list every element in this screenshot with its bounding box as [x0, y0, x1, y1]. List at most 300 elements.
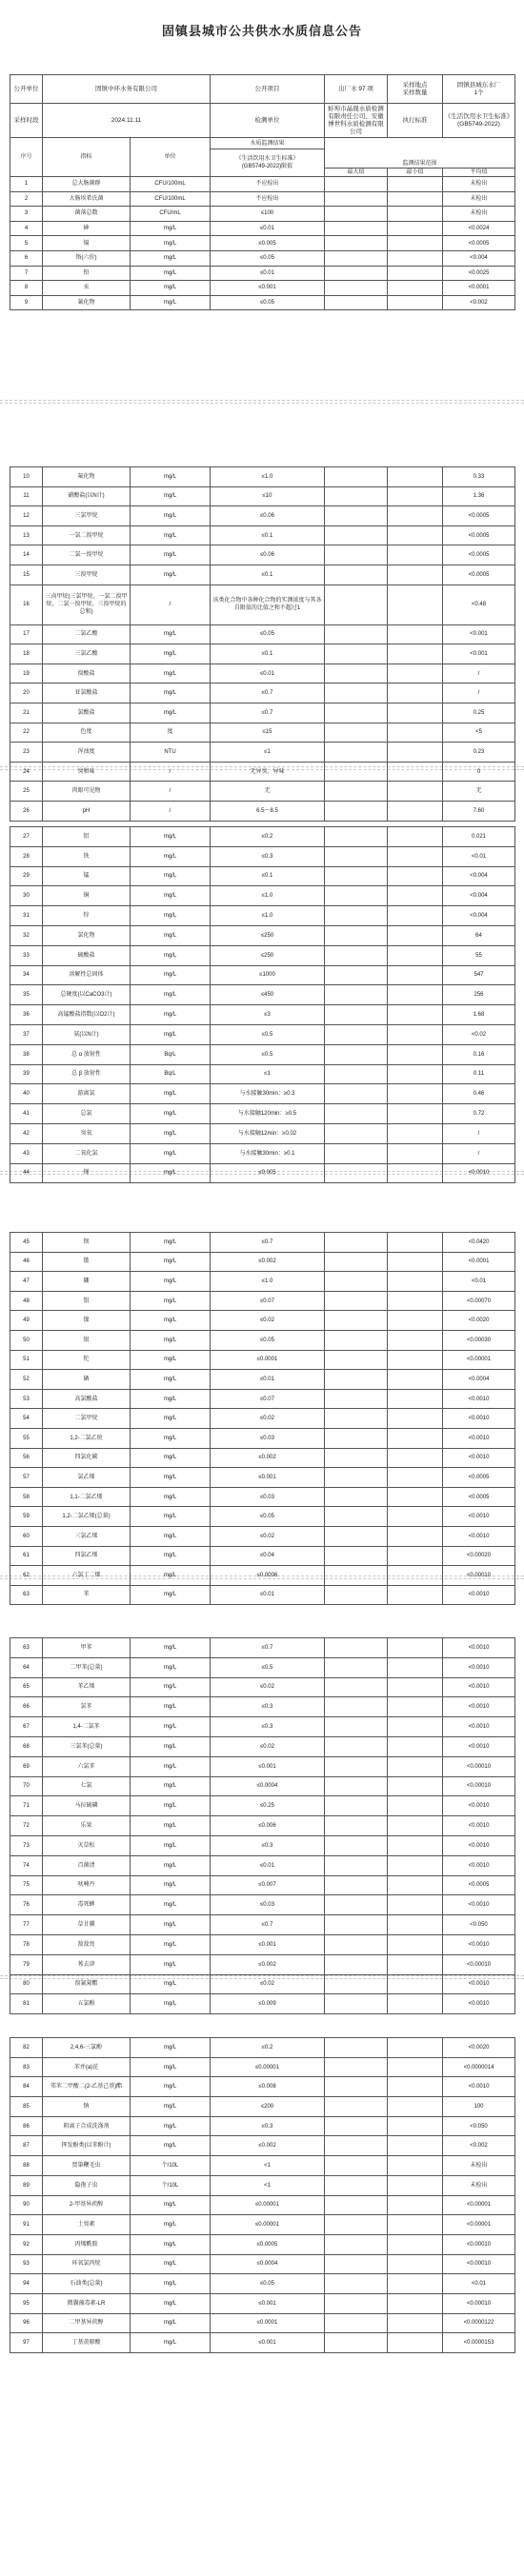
- row-index: 73: [10, 1835, 43, 1855]
- row-index: 23: [10, 743, 43, 763]
- indicator-name: 毒死蜱: [43, 1895, 131, 1915]
- indicator-name: 1,1-二氯乙烯: [43, 1487, 131, 1507]
- table-row: [10, 827, 515, 847]
- indicator-name: 苯: [43, 1585, 131, 1605]
- row-index: 62: [10, 1566, 43, 1586]
- row-index: 40: [10, 1084, 43, 1104]
- table-row: [10, 762, 515, 782]
- average-value: <0.0010: [443, 1389, 515, 1409]
- unit: mg/L: [131, 866, 211, 886]
- unit: mg/L: [131, 250, 211, 266]
- header-row: [10, 138, 515, 149]
- limit-value: 无: [211, 782, 325, 802]
- min-value: [388, 1974, 443, 1994]
- min-value: [388, 684, 443, 703]
- max-value: [325, 486, 388, 506]
- unit: CFU/mL: [131, 207, 211, 222]
- indicator-name: 二氧化氯: [43, 1143, 131, 1163]
- unit: mg/L: [131, 684, 211, 703]
- min-value: [388, 207, 443, 222]
- average-value: <5: [443, 723, 515, 743]
- limit-value: ≤0.7: [211, 1915, 325, 1935]
- min-value: [388, 266, 443, 281]
- indicator-name: 色度: [43, 723, 131, 743]
- table-row: [10, 177, 515, 192]
- indicator-name: 石油类(总量): [43, 2274, 131, 2294]
- limit-value: 不应检出: [211, 191, 325, 207]
- indicator-name: 氰化物: [43, 295, 131, 310]
- max-value: [325, 506, 388, 526]
- row-index: 92: [10, 2234, 43, 2254]
- row-index: 42: [10, 1123, 43, 1143]
- average-value: <0.00001: [443, 2215, 515, 2235]
- average-value: 0.021: [443, 827, 515, 847]
- max-value: [325, 846, 388, 866]
- row-index: 63: [10, 1585, 43, 1605]
- min-value: [388, 1756, 443, 1776]
- indicator-name: 莠去津: [43, 1954, 131, 1974]
- unit: Bq/L: [131, 1044, 211, 1064]
- average-value: <0.0010: [443, 1717, 515, 1737]
- average-value: <0.004: [443, 886, 515, 906]
- row-index: 80: [10, 1974, 43, 1994]
- row-index: 70: [10, 1776, 43, 1796]
- unit: mg/L: [131, 486, 211, 506]
- table-row: [10, 644, 515, 664]
- average-value: <0.0001: [443, 1252, 515, 1272]
- average-value: <0.002: [443, 295, 515, 310]
- indicator-name: 镉: [43, 236, 131, 251]
- row-index: 7: [10, 266, 43, 281]
- unit: mg/L: [131, 1123, 211, 1143]
- unit: 度: [131, 723, 211, 743]
- table-row: [10, 295, 515, 310]
- min-value: [388, 2038, 443, 2058]
- info-value: 2024.11.11: [43, 104, 211, 138]
- max-value: [325, 1835, 388, 1855]
- header-cell: 指标: [43, 138, 131, 177]
- table-row: [10, 1994, 515, 2014]
- limit-value: ≤0.5: [211, 1024, 325, 1044]
- indicator-name: 浑浊度: [43, 743, 131, 763]
- limit-value: ≤0.7: [211, 684, 325, 703]
- unit: mg/L: [131, 467, 211, 487]
- max-value: [325, 906, 388, 926]
- table-row: [10, 2116, 515, 2136]
- table-row: [10, 1954, 515, 1974]
- average-value: <0.0020: [443, 1311, 515, 1331]
- row-index: 26: [10, 801, 43, 821]
- unit: mg/L: [131, 295, 211, 310]
- max-value: [325, 743, 388, 763]
- max-value: [325, 1638, 388, 1658]
- max-value: [325, 1736, 388, 1756]
- table-row: [10, 1330, 515, 1350]
- indicator-name: 呋喃丹: [43, 1875, 131, 1895]
- row-index: 60: [10, 1526, 43, 1546]
- indicator-name: 二氯一溴甲烷: [43, 545, 131, 565]
- max-value: [325, 1875, 388, 1895]
- indicator-name: 三卤甲烷(三氯甲烷、一氯二溴甲烷、二氯一溴甲烷、三溴甲烷的总和): [43, 585, 131, 624]
- indicator-name: 二甲苯(总量): [43, 1657, 131, 1677]
- unit: mg/L: [131, 1291, 211, 1311]
- average-value: <0.0005: [443, 545, 515, 565]
- info-label: 执行标准: [388, 104, 443, 138]
- row-index: 56: [10, 1448, 43, 1468]
- average-value: <0.0000153: [443, 2333, 515, 2353]
- max-value: [325, 1123, 388, 1143]
- table-row: [10, 2175, 515, 2195]
- indicator-name: 贾第鞭毛虫: [43, 2156, 131, 2176]
- indicator-name: 苯并(a)芘: [43, 2057, 131, 2077]
- row-index: 12: [10, 506, 43, 526]
- table-row: [10, 866, 515, 886]
- unit: mg/L: [131, 1084, 211, 1104]
- indicator-name: 环氧氯丙烷: [43, 2254, 131, 2274]
- row-index: 87: [10, 2136, 43, 2156]
- row-index: 14: [10, 545, 43, 565]
- unit: mg/L: [131, 2215, 211, 2235]
- row-index: 84: [10, 2077, 43, 2097]
- row-index: 39: [10, 1064, 43, 1084]
- row-index: 58: [10, 1487, 43, 1507]
- unit: mg/L: [131, 664, 211, 684]
- min-value: [388, 1487, 443, 1507]
- table-row: [10, 1024, 515, 1044]
- header-cell: 最小值: [388, 168, 443, 177]
- min-value: [388, 1566, 443, 1586]
- min-value: [388, 782, 443, 802]
- table-row: [10, 1585, 515, 1605]
- unit: mg/L: [131, 266, 211, 281]
- min-value: [388, 1084, 443, 1104]
- table-row: [10, 1005, 515, 1025]
- row-index: 13: [10, 525, 43, 545]
- row-index: 11: [10, 486, 43, 506]
- average-value: <0.01: [443, 2274, 515, 2294]
- table-row: [10, 1638, 515, 1658]
- row-index: 68: [10, 1736, 43, 1756]
- min-value: [388, 1311, 443, 1331]
- max-value: [325, 1816, 388, 1836]
- indicator-name: 土臭素: [43, 2215, 131, 2235]
- average-value: <0.0005: [443, 525, 515, 545]
- max-value: [325, 1934, 388, 1954]
- unit: mg/L: [131, 2195, 211, 2215]
- limit-value: ≤0.00001: [211, 2215, 325, 2235]
- row-index: 41: [10, 1104, 43, 1124]
- indicator-name: 铁: [43, 846, 131, 866]
- unit: mg/L: [131, 236, 211, 251]
- average-value: <0.0010: [443, 1835, 515, 1855]
- unit: mg/L: [131, 945, 211, 965]
- indicator-name: 铜: [43, 886, 131, 906]
- min-value: [388, 191, 443, 207]
- min-value: [388, 1252, 443, 1272]
- indicator-name: 三氯甲烷: [43, 506, 131, 526]
- table-row: [10, 1697, 515, 1717]
- table-row: [10, 985, 515, 1005]
- row-index: 95: [10, 2293, 43, 2313]
- min-value: [388, 945, 443, 965]
- max-value: [325, 467, 388, 487]
- max-value: [325, 1697, 388, 1717]
- max-value: [325, 2333, 388, 2353]
- average-value: 未检出: [443, 191, 515, 207]
- max-value: [325, 1717, 388, 1737]
- table-row: [10, 2195, 515, 2215]
- max-value: [325, 1428, 388, 1448]
- average-value: 未检出: [443, 207, 515, 222]
- table-row: [10, 191, 515, 207]
- page-separator: [0, 400, 524, 404]
- row-index: 67: [10, 1717, 43, 1737]
- limit-value: ≤0.002: [211, 2136, 325, 2156]
- average-value: <0.0010: [443, 1428, 515, 1448]
- indicator-name: 溴酸盐: [43, 664, 131, 684]
- average-value: <0.0010: [443, 1163, 515, 1183]
- limit-value: ≤0.06: [211, 506, 325, 526]
- max-value: [325, 2254, 388, 2274]
- average-value: 7.60: [443, 801, 515, 821]
- average-value: <0.0000122: [443, 2313, 515, 2333]
- min-value: [388, 585, 443, 624]
- average-value: <0.0005: [443, 1468, 515, 1488]
- table-row: [10, 965, 515, 985]
- row-index: 38: [10, 1044, 43, 1064]
- indicator-name: 硒: [43, 1370, 131, 1390]
- indicator-name: 肉眼可见物: [43, 782, 131, 802]
- max-value: [325, 1677, 388, 1697]
- max-value: [325, 1024, 388, 1044]
- indicator-name: 敌敌畏: [43, 1934, 131, 1954]
- info-value: 蚌埠市晶晟水质检测有限责任公司、安徽博世科水质检测有限公司: [325, 104, 388, 138]
- unit: mg/L: [131, 1717, 211, 1737]
- limit-value: ≤0.7: [211, 703, 325, 723]
- table-row: [10, 1507, 515, 1527]
- unit: mg/L: [131, 2274, 211, 2294]
- average-value: 0.23: [443, 743, 515, 763]
- max-value: [325, 177, 388, 192]
- limit-value: ≤0.01: [211, 1855, 325, 1875]
- row-index: 30: [10, 886, 43, 906]
- row-index: 19: [10, 664, 43, 684]
- max-value: [325, 565, 388, 585]
- unit: mg/L: [131, 221, 211, 236]
- table-row: [10, 266, 515, 281]
- table-row: [10, 1291, 515, 1311]
- limit-value: ≤0.04: [211, 1546, 325, 1566]
- max-value: [325, 1546, 388, 1566]
- table-row: [10, 801, 515, 821]
- unit: mg/L: [131, 1855, 211, 1875]
- row-index: 94: [10, 2274, 43, 2294]
- indicator-name: pH: [43, 801, 131, 821]
- max-value: [325, 2195, 388, 2215]
- limit-value: ≤0.001: [211, 2333, 325, 2353]
- indicator-name: 氟化物: [43, 467, 131, 487]
- row-index: 32: [10, 925, 43, 945]
- table-row: [10, 1835, 515, 1855]
- table-row: [10, 207, 515, 222]
- info-label: 公开单位: [10, 75, 43, 104]
- max-value: [325, 866, 388, 886]
- min-value: [388, 295, 443, 310]
- max-value: [325, 1776, 388, 1796]
- limit-value: ≤0.009: [211, 1994, 325, 2014]
- max-value: [325, 886, 388, 906]
- average-value: <0.0004: [443, 1370, 515, 1390]
- unit: mg/L: [131, 1816, 211, 1836]
- limit-value: ≤0.001: [211, 1756, 325, 1776]
- min-value: [388, 1448, 443, 1468]
- min-value: [388, 886, 443, 906]
- table-row: [10, 1044, 515, 1064]
- min-value: [388, 1816, 443, 1836]
- max-value: [325, 945, 388, 965]
- limit-value: ≤0.1: [211, 866, 325, 886]
- unit: mg/L: [131, 2313, 211, 2333]
- table-row: [10, 624, 515, 644]
- min-value: [388, 644, 443, 664]
- indicator-name: 丙烯酰胺: [43, 2234, 131, 2254]
- min-value: [388, 2097, 443, 2117]
- min-value: [388, 2293, 443, 2313]
- average-value: <0.00010: [443, 2254, 515, 2274]
- limit-value: ≤0.05: [211, 250, 325, 266]
- row-index: 75: [10, 1875, 43, 1895]
- table-row: [10, 1064, 515, 1084]
- table-row: [10, 2274, 515, 2294]
- unit: 个/10L: [131, 2175, 211, 2195]
- unit: mg/L: [131, 2333, 211, 2353]
- unit: mg/L: [131, 925, 211, 945]
- min-value: [388, 866, 443, 886]
- indicator-name: 氯乙烯: [43, 1468, 131, 1488]
- limit-value: ≤0.02: [211, 1526, 325, 1546]
- indicator-name: 高锰酸盐指数(以O2计): [43, 1005, 131, 1025]
- limit-value: 与水接触30min：≥0.3: [211, 1084, 325, 1104]
- limit-value: ≤0.3: [211, 846, 325, 866]
- indicator-name: 菌落总数: [43, 207, 131, 222]
- unit: /: [131, 801, 211, 821]
- unit: mg/L: [131, 2254, 211, 2274]
- unit: mg/L: [131, 1526, 211, 1546]
- limit-value: ≤1.0: [211, 1272, 325, 1292]
- indicator-name: 三氯乙烯: [43, 1526, 131, 1546]
- indicator-name: 三溴甲烷: [43, 565, 131, 585]
- limit-value: <1: [211, 2175, 325, 2195]
- limit-value: ≤0.002: [211, 1448, 325, 1468]
- row-index: 20: [10, 684, 43, 703]
- limit-value: ≤0.001: [211, 2293, 325, 2313]
- table-row: [10, 1448, 515, 1468]
- limit-value: ≤0.0004: [211, 1776, 325, 1796]
- info-label: 采样时段: [10, 104, 43, 138]
- table-row: [10, 1934, 515, 1954]
- unit: mg/L: [131, 1024, 211, 1044]
- average-value: <0.001: [443, 624, 515, 644]
- indicator-name: 邻苯二甲酸二(2-乙基己基)酯: [43, 2077, 131, 2097]
- average-value: <0.00010: [443, 1776, 515, 1796]
- min-value: [388, 1585, 443, 1605]
- row-index: 82: [10, 2038, 43, 2058]
- quality-table: [10, 1232, 515, 1605]
- table-row: [10, 2077, 515, 2097]
- max-value: [325, 1974, 388, 1994]
- limit-value: ≤0.05: [211, 1330, 325, 1350]
- table-row: [10, 2156, 515, 2176]
- row-index: 50: [10, 1330, 43, 1350]
- limit-value: ≤1000: [211, 965, 325, 985]
- row-index: 36: [10, 1005, 43, 1025]
- min-value: [388, 1428, 443, 1448]
- indicator-name: 四氯化碳: [43, 1448, 131, 1468]
- table-row: [10, 1915, 515, 1935]
- unit: mg/L: [131, 1370, 211, 1390]
- row-index: 29: [10, 866, 43, 886]
- indicator-name: 溶解性总固体: [43, 965, 131, 985]
- row-index: 51: [10, 1350, 43, 1370]
- header-cell: 《生活饮用水卫生标准》 (GB5749-2022)限值: [211, 149, 325, 177]
- table-row: [10, 281, 515, 296]
- row-index: 5: [10, 236, 43, 251]
- table-row: [10, 1657, 515, 1677]
- row-index: 10: [10, 467, 43, 487]
- min-value: [388, 250, 443, 266]
- limit-value: ≤250: [211, 925, 325, 945]
- limit-value: ≤0.05: [211, 295, 325, 310]
- row-index: 18: [10, 644, 43, 664]
- max-value: [325, 1585, 388, 1605]
- max-value: [325, 1895, 388, 1915]
- min-value: [388, 1044, 443, 1064]
- average-value: 256: [443, 985, 515, 1005]
- max-value: [325, 1756, 388, 1776]
- limit-value: ≤1.0: [211, 467, 325, 487]
- limit-value: ≤0.3: [211, 1835, 325, 1855]
- limit-value: ≤0.01: [211, 266, 325, 281]
- max-value: [325, 1448, 388, 1468]
- indicator-name: 钠: [43, 2097, 131, 2117]
- min-value: [388, 1657, 443, 1677]
- indicator-name: 大肠埃希氏菌: [43, 191, 131, 207]
- header-cell: 单位: [131, 138, 211, 177]
- average-value: <0.00030: [443, 1330, 515, 1350]
- unit: mg/L: [131, 1272, 211, 1292]
- average-value: <0.0010: [443, 1934, 515, 1954]
- unit: mg/L: [131, 2234, 211, 2254]
- min-value: [388, 624, 443, 644]
- min-value: [388, 1409, 443, 1429]
- limit-value: ≤0.5: [211, 1044, 325, 1064]
- indicator-name: 铅: [43, 266, 131, 281]
- limit-value: ≤0.005: [211, 1163, 325, 1183]
- average-value: 1.36: [443, 486, 515, 506]
- indicator-name: 阴离子合成洗涤剂: [43, 2116, 131, 2136]
- table-row: [10, 1084, 515, 1104]
- average-value: <0.0010: [443, 1796, 515, 1816]
- limit-value: ≤0.01: [211, 221, 325, 236]
- row-index: 24: [10, 762, 43, 782]
- min-value: [388, 1954, 443, 1974]
- average-value: <0.00001: [443, 2195, 515, 2215]
- max-value: [325, 1291, 388, 1311]
- indicator-name: 三氯乙酸: [43, 644, 131, 664]
- indicator-name: 六氯丁二烯: [43, 1566, 131, 1586]
- max-value: [325, 191, 388, 207]
- min-value: [388, 545, 443, 565]
